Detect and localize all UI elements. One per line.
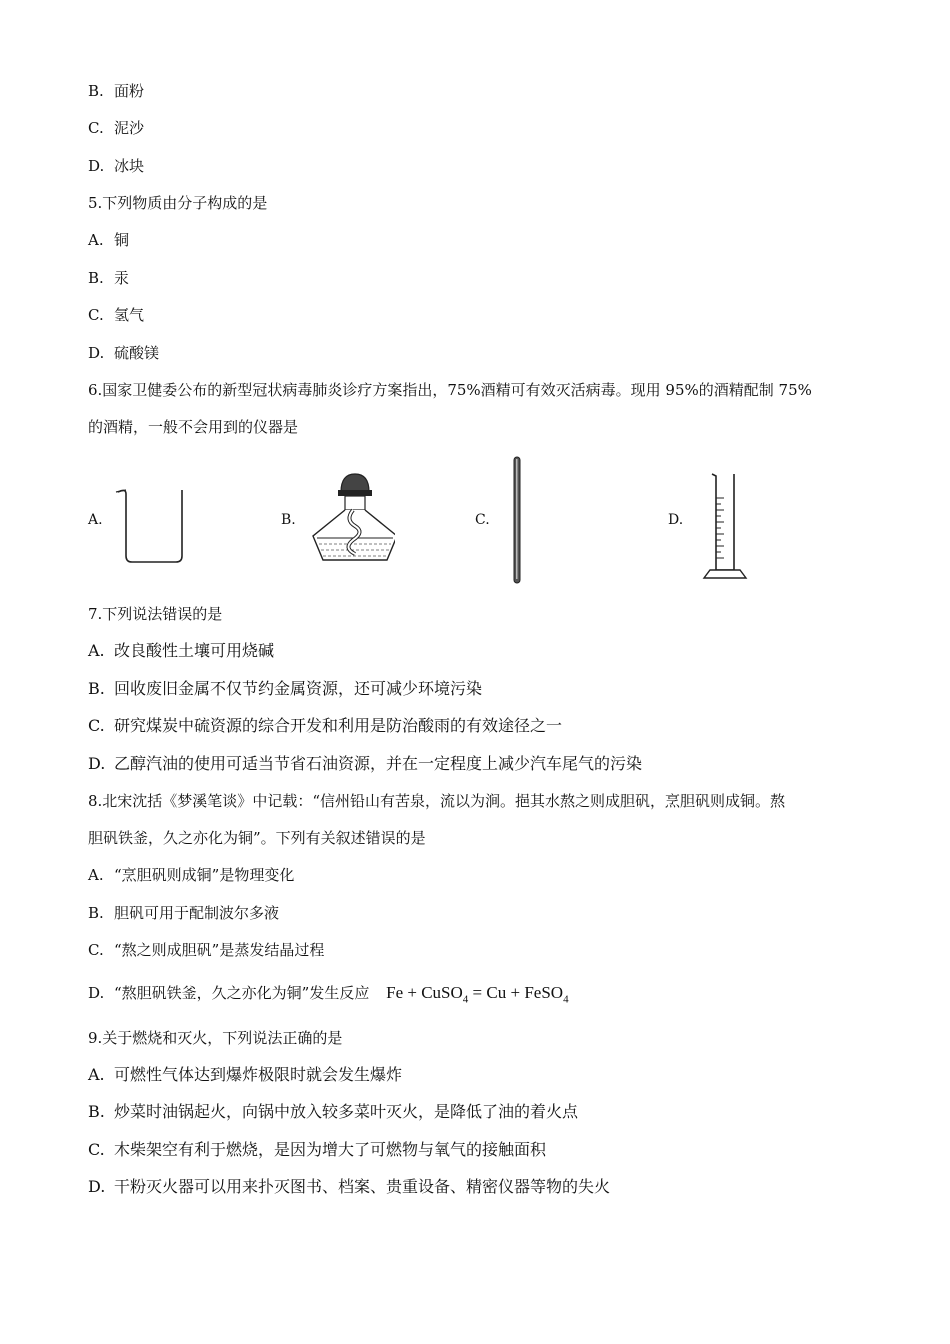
q6-option-a-label: A. bbox=[88, 512, 103, 528]
q6-stem-line1: 6.国家卫健委公布的新型冠状病毒肺炎诊疗方案指出，75%酒精可有效灭活病毒。现用 95%的酒精配制 75% bbox=[88, 381, 812, 399]
q9-option-c: C. 木柴架空有利于燃烧，是因为增大了可燃物与氧气的接触面积 bbox=[88, 1140, 547, 1159]
beaker-icon bbox=[112, 484, 192, 566]
q6-option-c-label: C. bbox=[475, 512, 490, 528]
q9-option-b: B. 炒菜时油锅起火，向锅中放入较多菜叶灭火，是降低了油的着火点 bbox=[88, 1102, 579, 1121]
q7-option-b: B. 回收废旧金属不仅节约金属资源，还可减少环境污染 bbox=[88, 679, 483, 698]
q4-option-d: D. 冰块 bbox=[88, 157, 145, 175]
q8-option-c: C. “熬之则成胆矾”是蒸发结晶过程 bbox=[88, 941, 325, 959]
q5-option-b: B. 汞 bbox=[88, 269, 130, 287]
q6-option-b-label: B. bbox=[281, 512, 296, 528]
q8-stem-line2: 胆矾铁釜，久之亦化为铜”。下列有关叙述错误的是 bbox=[88, 829, 426, 847]
q5-option-c: C. 氢气 bbox=[88, 306, 145, 324]
q8-stem-line1: 8.北宋沈括《梦溪笔谈》中记载：“信州铅山有苦泉，流以为涧。挹其水熬之则成胆矾，烹胆矾则成铜。熬 bbox=[88, 792, 785, 810]
q5-option-a: A. 铜 bbox=[88, 231, 130, 249]
alcohol-lamp-icon bbox=[305, 468, 395, 568]
q5-option-d: D. 硫酸镁 bbox=[88, 344, 160, 362]
q7-option-a: A. 改良酸性土壤可用烧碱 bbox=[88, 641, 275, 660]
q9-option-a: A. 可燃性气体达到爆炸极限时就会发生爆炸 bbox=[88, 1065, 403, 1084]
q8-option-b: B. 胆矾可用于配制波尔多液 bbox=[88, 904, 280, 922]
q4-option-b: B. 面粉 bbox=[88, 82, 145, 100]
chemical-equation: Fe + CuSO$_4$ = Cu + FeSO$_4$ bbox=[386, 983, 569, 1006]
glass-rod-icon bbox=[511, 455, 523, 585]
q4-option-c: C. 泥沙 bbox=[88, 119, 145, 137]
q9-stem: 9.关于燃烧和灭火，下列说法正确的是 bbox=[88, 1029, 343, 1047]
graduated-cylinder-icon bbox=[700, 470, 750, 582]
q7-stem: 7.下列说法错误的是 bbox=[88, 605, 223, 623]
q7-option-c: C. 研究煤炭中硫资源的综合开发和利用是防治酸雨的有效途径之一 bbox=[88, 716, 563, 735]
q6-option-d-label: D. bbox=[668, 512, 684, 528]
q5-stem: 5.下列物质由分子构成的是 bbox=[88, 194, 268, 212]
q8-option-d: D. “熬胆矾铁釜，久之亦化为铜”发生反应 Fe + CuSO$_4$ = Cu + FeSO$_4$ bbox=[88, 983, 569, 1006]
q7-option-d: D. 乙醇汽油的使用可适当节省石油资源，并在一定程度上减少汽车尾气的污染 bbox=[88, 754, 643, 773]
q6-stem-line2: 的酒精，一般不会用到的仪器是 bbox=[88, 418, 299, 436]
q8-option-a: A. “烹胆矾则成铜”是物理变化 bbox=[88, 866, 295, 884]
q9-option-d: D. 干粉灭火器可以用来扑灭图书、档案、贵重设备、精密仪器等物的失火 bbox=[88, 1177, 611, 1196]
